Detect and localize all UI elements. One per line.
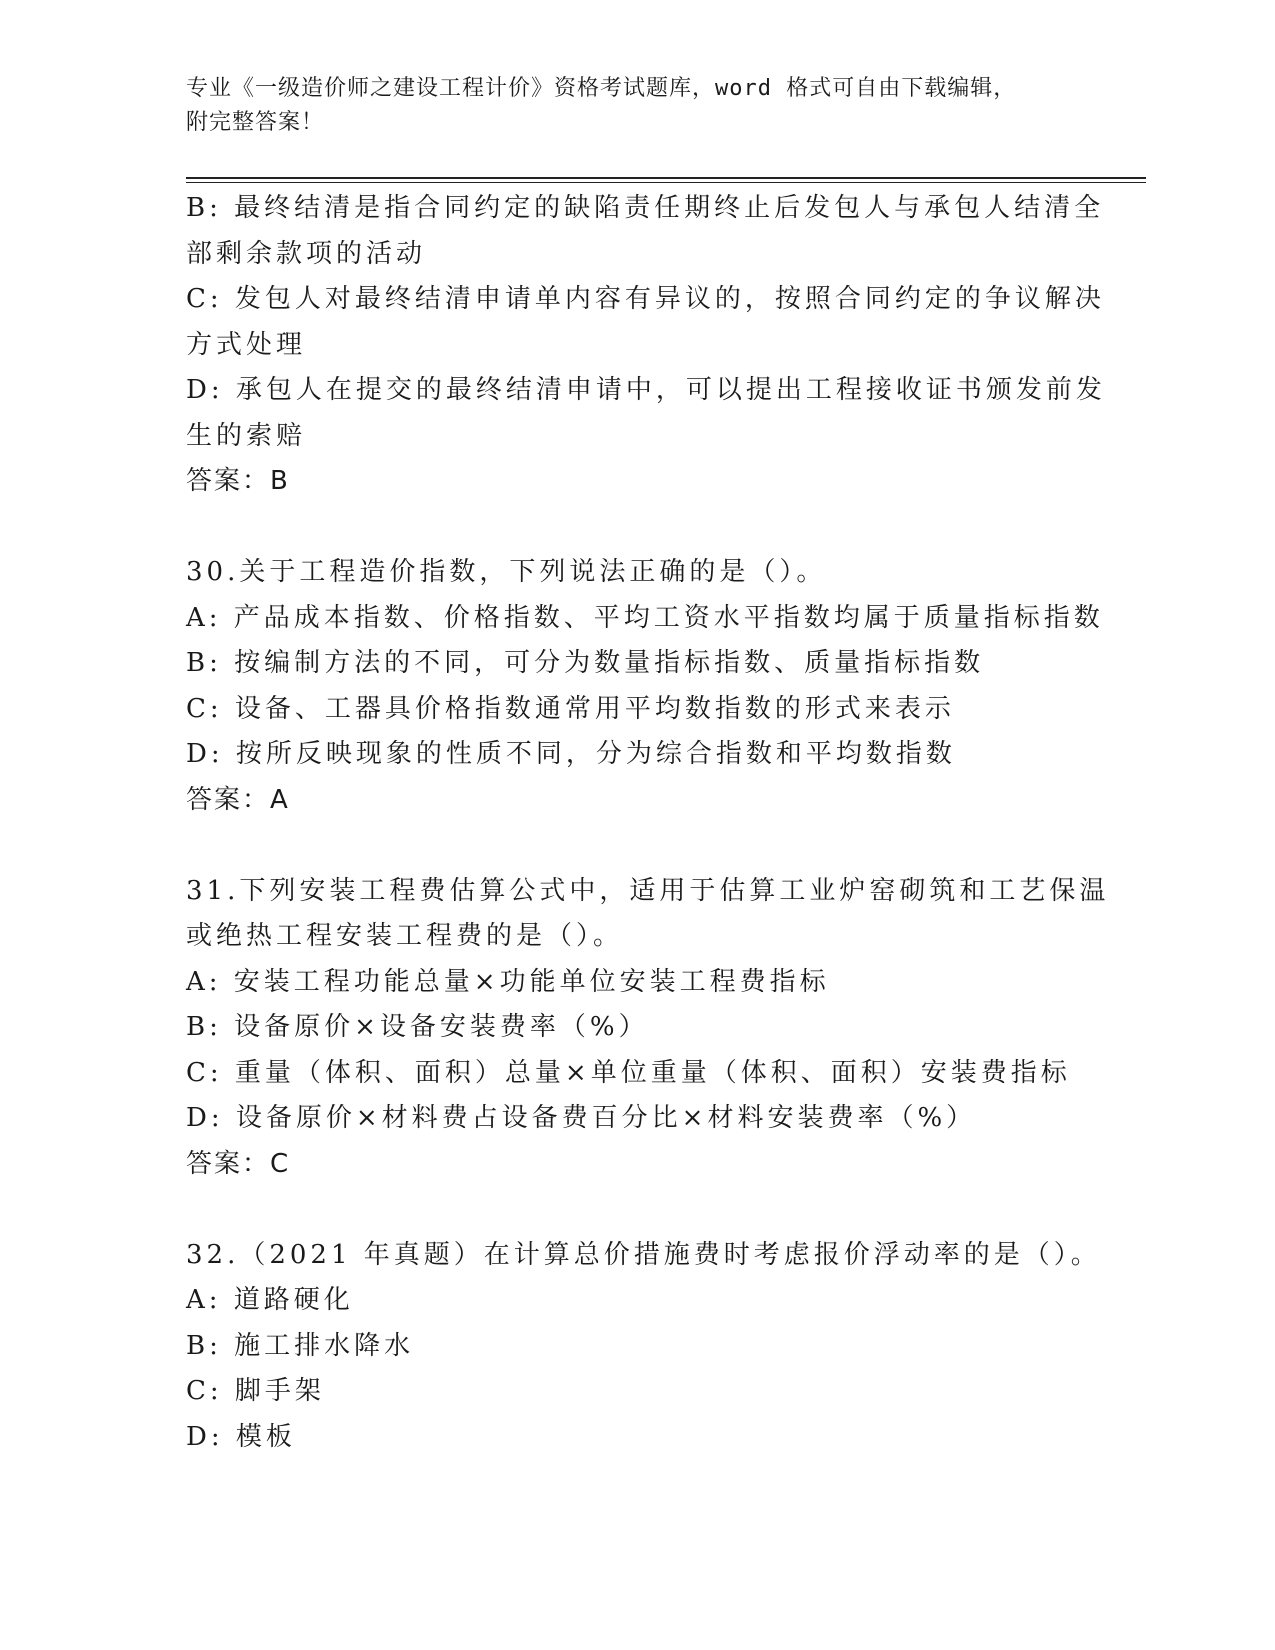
q32-option-d: D: 模板	[186, 1421, 296, 1452]
spacer	[186, 823, 1086, 869]
q29-option-b: B: 最终结清是指合同约定的缺陷责任期终止后发包人与承包人结清全	[186, 193, 1105, 223]
spacer	[186, 505, 1086, 551]
header-line-1: 专业《一级造价师之建设工程计价》资格考试题库，word 格式可自由下载编辑，	[186, 76, 1017, 101]
q29-option-c: C: 发包人对最终结清申请单内容有异议的，按照合同约定的争议解决	[186, 284, 1105, 314]
q29-option-b-cont: 部剩余款项的活动	[186, 238, 427, 269]
q29-option-c-cont: 方式处理	[186, 329, 307, 360]
q31-option-b: B: 设备原价×设备安装费率（%）	[186, 1012, 649, 1042]
header-divider-thick	[186, 177, 1146, 179]
q31-option-d: D: 设备原价×材料费占设备费百分比×材料安装费率（%）	[186, 1103, 977, 1133]
header-divider-thin	[186, 182, 1146, 183]
q31-answer: 答案：C	[186, 1148, 291, 1179]
spacer	[186, 1187, 1086, 1233]
q30-question: 30.关于工程造价指数，下列说法正确的是（）。	[186, 557, 827, 587]
q30-option-b: B: 按编制方法的不同，可分为数量指标指数、质量指标指数	[186, 648, 985, 678]
q31-question: 31.下列安装工程费估算公式中，适用于估算工业炉窑砌筑和工艺保温	[186, 875, 1110, 906]
document-header	[186, 72, 1066, 140]
q30-option-c: C: 设备、工器具价格指数通常用平均数指数的形式来表示	[186, 693, 955, 724]
q29-option-d: D: 承包人在提交的最终结清申请中，可以提出工程接收证书颁发前发	[186, 375, 1106, 405]
q30-option-d: D: 按所反映现象的性质不同，分为综合指数和平均数指数	[186, 739, 956, 769]
q32-option-a: A: 道路硬化	[186, 1285, 354, 1315]
q31-question-cont: 或绝热工程安装工程费的是（）。	[186, 921, 624, 951]
q29-answer: 答案：B	[186, 466, 290, 496]
q31-option-a: A: 安装工程功能总量×功能单位安装工程费指标	[186, 966, 830, 997]
question-content	[186, 186, 1110, 1460]
header-line-2: 附完整答案！	[186, 110, 325, 135]
q31-option-c: C: 重量（体积、面积）总量×单位重量（体积、面积）安装费指标	[186, 1057, 1071, 1088]
q32-option-c: C: 脚手架	[186, 1376, 325, 1406]
q32-question: 32.（2021 年真题）在计算总价措施费时考虑报价浮动率的是（）。	[186, 1239, 1101, 1270]
q32-option-b: B: 施工排水降水	[186, 1330, 415, 1361]
q30-answer: 答案：A	[186, 784, 290, 815]
q29-option-d-cont: 生的索赔	[186, 420, 307, 451]
q30-option-a: A: 产品成本指数、价格指数、平均工资水平指数均属于质量指标指数	[186, 602, 1104, 633]
